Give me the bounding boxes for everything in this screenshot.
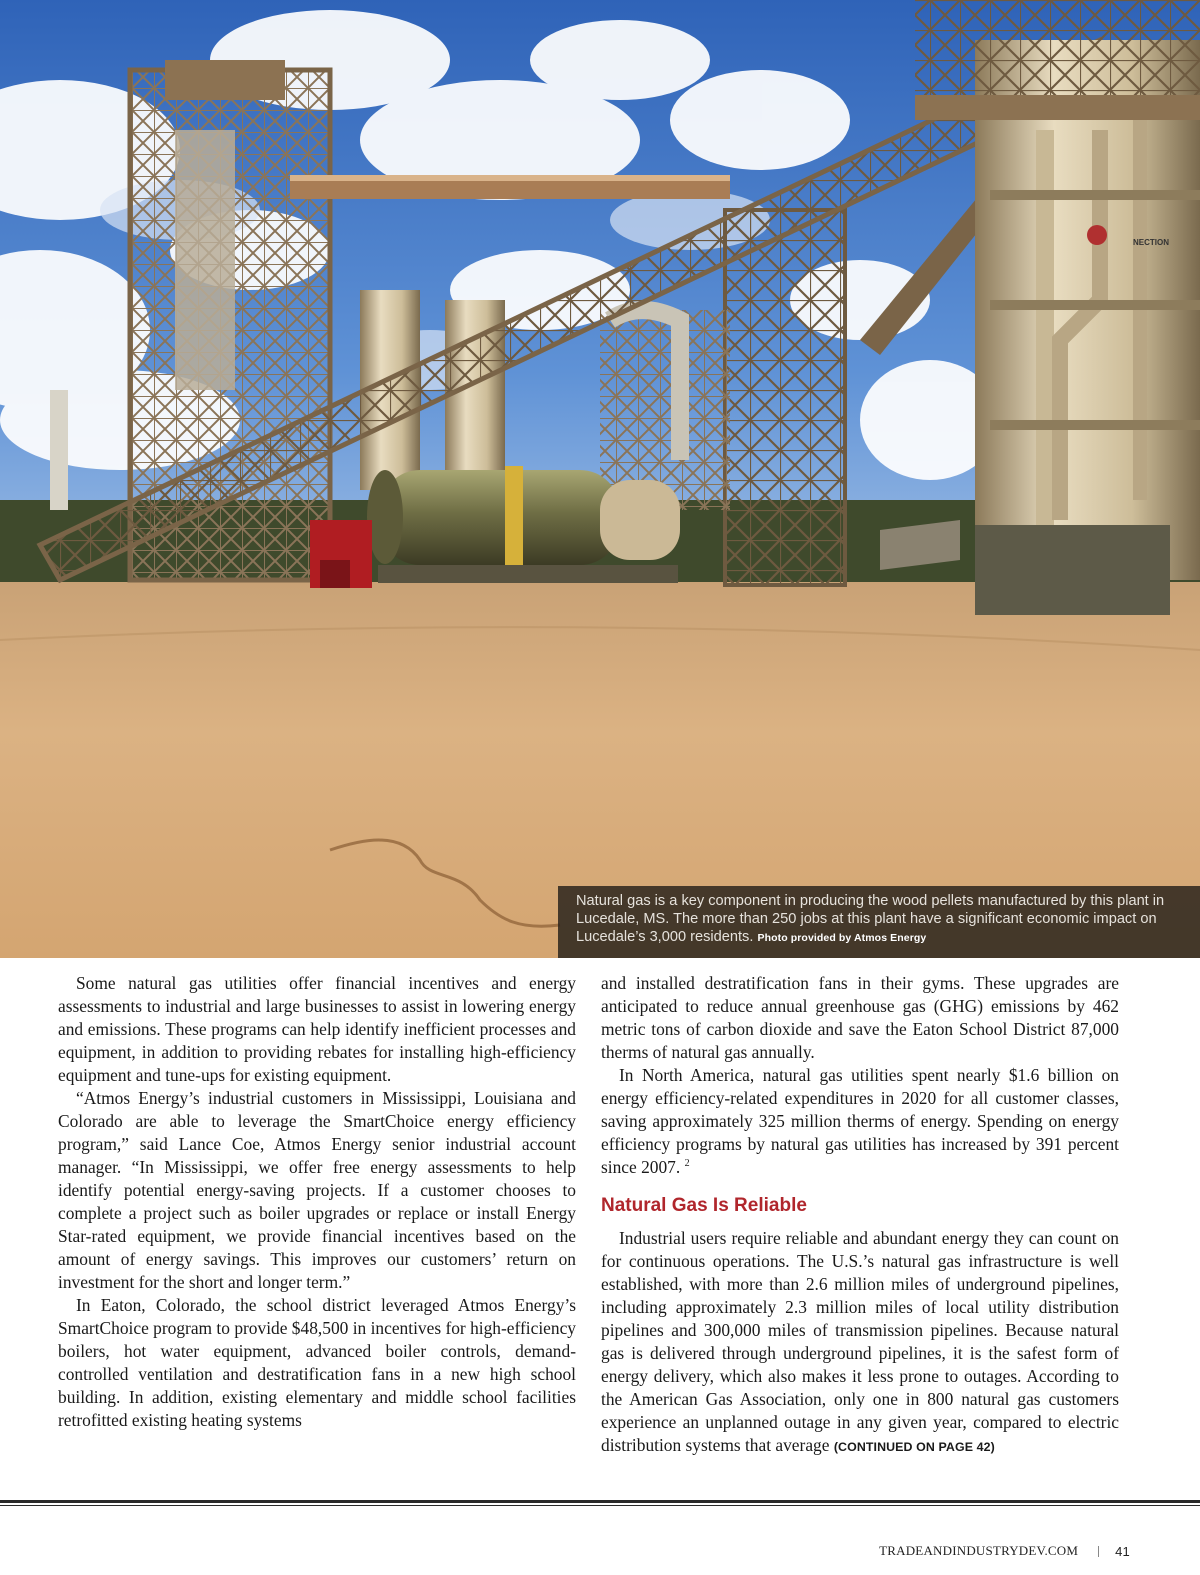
paragraph: “Atmos Energy’s industrial customers in Mississippi, Louisiana and Colorado are able to leverage the SmartChoice energy efficiency program,” said Lance Coe, Atmos Energy senior industrial account manager. “In Mississippi, we offer free energy assessments to help identify potential energy-saving projects. If a customer chooses to complete a project such as boiler upgrades or replace or install Energy Star-rated equipment, we provide financial incentives based on the amount of energy savings. This improves our customers’ return on investment for the short and longer term.”	[58, 1088, 576, 1292]
paragraph-text: Industrial users require reliable and abundant energy they can count on for continuous operations. The U.S.’s natural gas infrastructure is well established, with more than 2.6 million miles of underground pipelines, including approximately 2.3 million miles of local utility distribution pipelines and 300,000 miles of transmission pipelines. Because natural gas is delivered through underground pipelines, it is the safest form of energy delivery, which also makes it less prone to outages. According to the American Gas Association, only one in 800 natural gas customers experience an unplanned outage in any given year, compared to electric distribution systems that average	[601, 1228, 1119, 1455]
continued-link[interactable]: (CONTINUED ON PAGE 42)	[833, 1440, 995, 1454]
caption-text: Natural gas is a key component in producing the wood pellets manufactured by this plant in Lucedale, MS. The more than 250 jobs at this plant have a significant economic impact on Lucedale’s 3,000 residents.	[576, 893, 1165, 945]
paragraph: Some natural gas utilities offer financial incentives and energy assessments to industrial and large businesses to assist in lowering energy and emissions. These programs can help identify inefficient processes and equipment, in addition to providing rebates for installing high-efficiency equipment and tune-ups for existing equipment.	[58, 973, 576, 1085]
section-heading: Natural Gas Is Reliable	[601, 1195, 807, 1216]
page-number: 41	[1115, 1543, 1130, 1559]
paragraph: and installed destratification fans in their gyms. These upgrades are anticipated to reduce annual greenhouse gas (GHG) emissions by 462 metric tons of carbon dioxide and save the Eaton School District 87,000 therms of natural gas annually.	[601, 973, 1119, 1062]
paragraph	[601, 1227, 1119, 1459]
footer-separator	[1098, 1546, 1099, 1557]
paragraph-text: In North America, natural gas utilities spent nearly $1.6 billion on energy efficiency-related expenditures in 2020 for all customer classes, saving approximately 325 million therms of energy. Spending on energy efficiency programs by natural gas utilities has increased by 391 percent since 2007.	[601, 1065, 1119, 1177]
footer-rule	[0, 1500, 1200, 1503]
silo-sign-text: NECTION	[1133, 238, 1169, 247]
article-column-right	[601, 972, 1119, 1459]
article-column-left	[58, 972, 576, 1432]
photo-caption	[558, 886, 1200, 958]
paragraph	[601, 1064, 1119, 1179]
page-footer	[879, 1541, 1130, 1561]
footnote-marker: 2	[684, 1158, 690, 1170]
paragraph: In Eaton, Colorado, the school district leveraged Atmos Energy’s SmartChoice program to provide $48,500 in incentives for high-efficiency boilers, hot water equipment, advanced boiler controls, demand-controlled ventilation and destratification fans in a new high school building. In addition, existing elementary and middle school facilities retrofitted existing heating systems	[58, 1295, 576, 1430]
site-url[interactable]: TRADEANDINDUSTRYDEV.COM	[879, 1543, 1079, 1558]
photo-credit: Photo provided by Atmos Energy	[757, 932, 927, 944]
footer-rule-thin	[0, 1505, 1200, 1506]
